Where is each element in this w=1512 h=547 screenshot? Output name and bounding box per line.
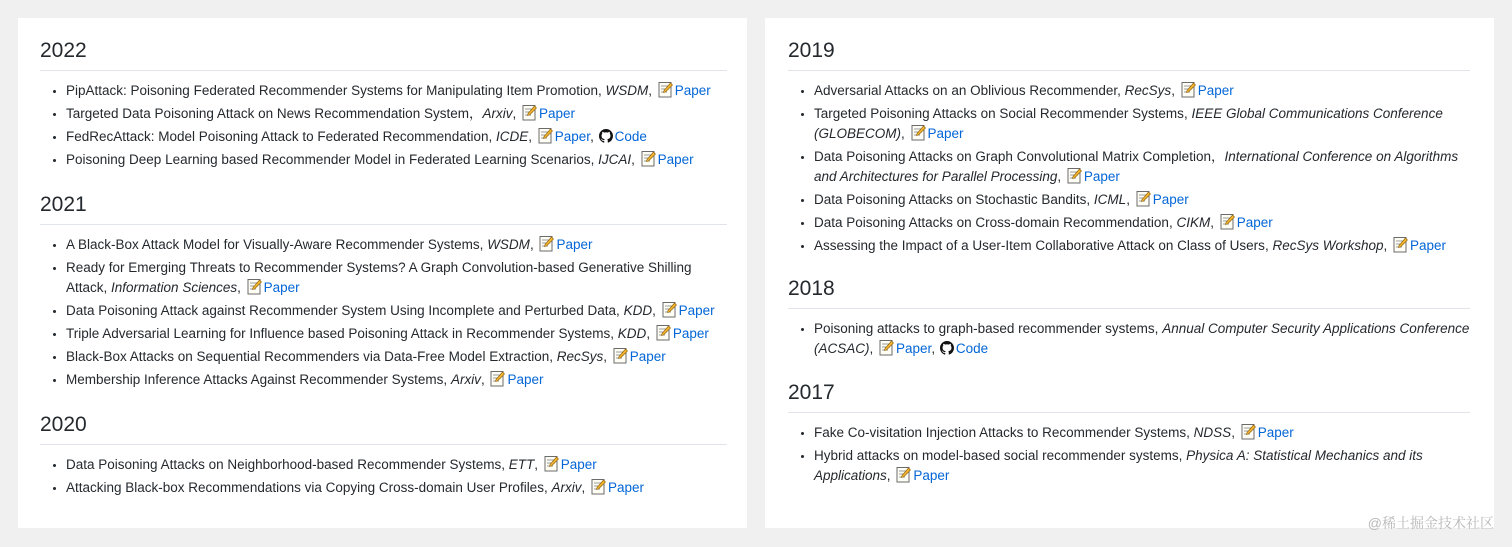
list-item: • Triple Adversarial Learning for Influence based Poisoning Attack in Recommender Systems, KDD, Paper bbox=[66, 324, 727, 344]
memo-icon bbox=[1181, 81, 1196, 98]
list-item: • Adversarial Attacks on an Oblivious Recommender, RecSys, Paper bbox=[814, 81, 1470, 101]
separator: , bbox=[501, 457, 509, 472]
year-heading: 2021 bbox=[40, 192, 727, 225]
memo-icon bbox=[538, 127, 553, 144]
venue-name: ETT bbox=[508, 457, 535, 472]
paper-title: Fake Co-visitation Injection Attacks to Recommender Systems bbox=[814, 425, 1187, 440]
code-link[interactable] bbox=[939, 341, 988, 356]
link-label: Paper bbox=[1410, 238, 1447, 253]
memo-icon bbox=[544, 455, 559, 472]
list-item: • Data Poisoning Attack against Recommender System Using Incomplete and Perturbed Data, KDD, Paper bbox=[66, 301, 727, 321]
venue-name: IEEE Global Communications Conference (GLOBECOM) bbox=[814, 106, 1443, 141]
link-label: Paper bbox=[678, 303, 715, 318]
paper-link[interactable] bbox=[1065, 169, 1120, 184]
paper-link[interactable] bbox=[536, 129, 590, 144]
separator: , bbox=[1264, 238, 1273, 253]
venue-name: WSDM bbox=[487, 237, 530, 252]
separator: , bbox=[549, 349, 557, 364]
paper-title: Targeted Poisoning Attacks on Social Recommender Systems bbox=[814, 106, 1184, 121]
list-item: • Data Poisoning Attacks on Stochastic Bandits, ICML, Paper bbox=[814, 190, 1470, 210]
list-item: • PipAttack: Poisoning Federated Recommender Systems for Manipulating Item Promotion, WSDM, Paper bbox=[66, 81, 727, 101]
year-section bbox=[788, 276, 1470, 362]
memo-icon bbox=[1067, 167, 1082, 184]
link-label: Paper bbox=[263, 280, 300, 295]
venue-name: RecSys Workshop bbox=[1272, 238, 1384, 253]
paper-link[interactable] bbox=[909, 126, 964, 141]
paper-link[interactable] bbox=[877, 341, 931, 356]
separator: , bbox=[1178, 448, 1187, 463]
paper-link[interactable] bbox=[660, 303, 715, 318]
paper-link[interactable] bbox=[656, 83, 711, 98]
separator: , bbox=[443, 372, 451, 387]
venue-name: Arxiv bbox=[551, 480, 582, 495]
list-item: • Data Poisoning Attacks on Neighborhood-based Recommender Systems, ETT, Paper bbox=[66, 455, 727, 475]
memo-icon bbox=[1241, 423, 1256, 440]
list-item: • Assessing the Impact of a User-Item Collaborative Attack on Class of Users, RecSys Workshop, Paper bbox=[814, 236, 1470, 256]
venue-name: Annual Computer Security Applications Conference (ACSAC) bbox=[814, 321, 1470, 356]
separator: , bbox=[103, 280, 112, 295]
list-item: • Ready for Emerging Threats to Recommender Systems? A Graph Convolution-based Generative Shilling Attack, Information Sciences, Paper bbox=[66, 258, 727, 298]
link-label: Code bbox=[614, 129, 647, 144]
link-label: Paper bbox=[1257, 425, 1294, 440]
memo-icon bbox=[490, 370, 505, 387]
link-label: Paper bbox=[896, 341, 932, 356]
link-label: Paper bbox=[507, 372, 544, 387]
paper-link[interactable] bbox=[1218, 215, 1273, 230]
venue-name: KDD bbox=[617, 326, 647, 341]
paper-link[interactable] bbox=[1391, 238, 1446, 253]
link-label: Paper bbox=[556, 237, 593, 252]
github-octocat-icon bbox=[599, 129, 613, 143]
paper-link[interactable] bbox=[1179, 83, 1234, 98]
link-label: Paper bbox=[913, 468, 950, 483]
list-item: • Poisoning attacks to graph-based recommender systems, Annual Computer Security Applications Conference (ACSAC), Paper, Code bbox=[814, 319, 1470, 359]
paper-link[interactable] bbox=[245, 280, 300, 295]
paper-title: A Black-Box Attack Model for Visually-Aware Recommender Systems bbox=[66, 237, 480, 252]
paper-link[interactable] bbox=[520, 106, 575, 121]
venue-name: Arxiv bbox=[450, 372, 481, 387]
list-item: • Targeted Data Poisoning Attack on News Recommendation System，Arxiv, Paper bbox=[66, 104, 727, 124]
watermark: @稀土掘金技术社区 bbox=[1367, 515, 1494, 531]
paper-link[interactable] bbox=[542, 457, 597, 472]
link-label: Paper bbox=[560, 457, 597, 472]
paper-title: Data Poisoning Attacks on Graph Convolutional Matrix Completion bbox=[814, 149, 1211, 164]
year-heading: 2018 bbox=[788, 276, 1470, 309]
list-item: • Membership Inference Attacks Against Recommender Systems, Arxiv, Paper bbox=[66, 370, 727, 390]
separator: , bbox=[1168, 215, 1177, 230]
list-item: • Data Poisoning Attacks on Cross-domain Recommendation, CIKM, Paper bbox=[814, 213, 1470, 233]
list-item: • Attacking Black-box Recommendations via Copying Cross-domain User Profiles, Arxiv, Paper bbox=[66, 478, 727, 498]
memo-icon bbox=[613, 347, 628, 364]
link-label: Paper bbox=[674, 83, 711, 98]
paper-list bbox=[40, 81, 727, 170]
memo-icon bbox=[911, 124, 926, 141]
link-label: Paper bbox=[1083, 169, 1120, 184]
venue-name: Arxiv bbox=[482, 106, 513, 121]
separator: , bbox=[1154, 321, 1163, 336]
paper-title: Data Poisoning Attacks on Neighborhood-based Recommender Systems bbox=[66, 457, 502, 472]
year-heading: 2017 bbox=[788, 380, 1470, 413]
venue-name: CIKM bbox=[1176, 215, 1211, 230]
memo-icon bbox=[591, 478, 606, 495]
list-item: • FedRecAttack: Model Poisoning Attack to Federated Recommendation, ICDE, Paper, Code bbox=[66, 127, 727, 147]
paper-title: Triple Adversarial Learning for Influence based Poisoning Attack in Recommender Systems bbox=[66, 326, 611, 341]
venue-name: WSDM bbox=[605, 83, 649, 98]
memo-icon bbox=[896, 466, 911, 483]
paper-list bbox=[788, 81, 1470, 256]
venue-name: KDD bbox=[623, 303, 653, 318]
list-item: • Targeted Poisoning Attacks on Social Recommender Systems, IEEE Global Communications Conference (GLOBECOM), Paper bbox=[814, 104, 1470, 144]
paper-link[interactable] bbox=[654, 326, 709, 341]
venue-name: Information Sciences bbox=[111, 280, 238, 295]
memo-icon bbox=[641, 150, 656, 167]
paper-title: Data Poisoning Attack against Recommender System Using Incomplete and Perturbed Data bbox=[66, 303, 617, 318]
link-label: Paper bbox=[629, 349, 666, 364]
paper-list bbox=[40, 235, 727, 390]
right-panel bbox=[765, 18, 1494, 528]
paper-title: PipAttack: Poisoning Federated Recommender Systems for Manipulating Item Promotion bbox=[66, 83, 598, 98]
paper-title: Poisoning attacks to graph-based recommender systems bbox=[814, 321, 1155, 336]
separator: , bbox=[488, 129, 496, 144]
venue-name: International Conference on Algorithms and Architectures for Parallel Processing bbox=[814, 149, 1459, 184]
year-heading: 2022 bbox=[40, 38, 727, 71]
year-heading: 2020 bbox=[40, 412, 727, 445]
memo-icon bbox=[662, 301, 677, 318]
memo-icon bbox=[658, 81, 673, 98]
paper-link[interactable] bbox=[611, 349, 666, 364]
separator: ， bbox=[468, 106, 483, 121]
separator: , bbox=[590, 152, 599, 167]
paper-link[interactable] bbox=[639, 152, 694, 167]
separator: , bbox=[1086, 192, 1094, 207]
paper-link[interactable] bbox=[1134, 192, 1189, 207]
link-label: Paper bbox=[1152, 192, 1189, 207]
venue-name: ICML bbox=[1093, 192, 1127, 207]
link-label: Paper bbox=[672, 326, 709, 341]
github-octocat-icon bbox=[940, 341, 954, 355]
paper-title: Membership Inference Attacks Against Recommender Systems bbox=[66, 372, 444, 387]
paper-title: Attacking Black-box Recommendations via Copying Cross-domain User Profiles bbox=[66, 480, 544, 495]
memo-icon bbox=[247, 278, 262, 295]
separator: , bbox=[479, 237, 488, 252]
paper-title: Data Poisoning Attacks on Cross-domain Recommendation bbox=[814, 215, 1169, 230]
paper-title: Assessing the Impact of a User-Item Collaborative Attack on Class of Users bbox=[814, 238, 1265, 253]
memo-icon bbox=[1136, 190, 1151, 207]
paper-title: FedRecAttack: Model Poisoning Attack to Federated Recommendation bbox=[66, 129, 489, 144]
year-section bbox=[40, 38, 727, 173]
memo-icon bbox=[539, 235, 554, 252]
list-item: • A Black-Box Attack Model for Visually-Aware Recommender Systems, WSDM, Paper bbox=[66, 235, 727, 255]
separator: , bbox=[616, 303, 624, 318]
paper-title: Data Poisoning Attacks on Stochastic Bandits bbox=[814, 192, 1087, 207]
separator: ， bbox=[1210, 149, 1225, 164]
paper-list bbox=[788, 423, 1470, 486]
separator: , bbox=[1183, 106, 1192, 121]
year-heading: 2019 bbox=[788, 38, 1470, 71]
paper-title: Black-Box Attacks on Sequential Recommenders via Data-Free Model Extraction bbox=[66, 349, 550, 364]
paper-link[interactable] bbox=[894, 468, 949, 483]
year-section bbox=[788, 380, 1470, 489]
paper-title: Adversarial Attacks on an Oblivious Recommender bbox=[814, 83, 1118, 98]
list-item: • Fake Co-visitation Injection Attacks to Recommender Systems, NDSS, Paper bbox=[814, 423, 1470, 443]
paper-title: Ready for Emerging Threats to Recommender Systems? A Graph Convolution-based Generative Shilling Attack bbox=[66, 260, 692, 295]
venue-name: ICDE bbox=[496, 129, 529, 144]
link-label: Paper bbox=[657, 152, 694, 167]
venue-name: RecSys bbox=[556, 349, 604, 364]
paper-link[interactable] bbox=[488, 372, 543, 387]
venue-name: Physica A: Statistical Mechanics and its Applications bbox=[814, 448, 1423, 483]
memo-icon bbox=[522, 104, 537, 121]
link-label: Paper bbox=[1197, 83, 1234, 98]
paper-title: Targeted Data Poisoning Attack on News Recommendation System bbox=[66, 106, 469, 121]
memo-icon bbox=[1393, 236, 1408, 253]
list-item: • Hybrid attacks on model-based social recommender systems, Physica A: Statistical Mechanics and its Applications, Paper bbox=[814, 446, 1470, 486]
link-label: Paper bbox=[607, 480, 645, 495]
venue-name: RecSys bbox=[1124, 83, 1172, 98]
paper-list bbox=[788, 319, 1470, 359]
paper-link[interactable] bbox=[537, 237, 592, 252]
year-section bbox=[40, 192, 727, 393]
code-link[interactable] bbox=[598, 129, 647, 144]
paper-title: Poisoning Deep Learning based Recommender Model in Federated Learning Scenarios bbox=[66, 152, 591, 167]
year-section bbox=[40, 412, 727, 501]
separator: , bbox=[598, 83, 606, 98]
list-item: • Data Poisoning Attacks on Graph Convolutional Matrix Completion，International Conference on Algorithms and Architectures for Parallel Processing, Paper bbox=[814, 147, 1470, 187]
list-item: • Black-Box Attacks on Sequential Recommenders via Data-Free Model Extraction, RecSys, Paper bbox=[66, 347, 727, 367]
memo-icon bbox=[656, 324, 671, 341]
separator: , bbox=[543, 480, 552, 495]
venue-name: IJCAI bbox=[598, 152, 632, 167]
separator: , bbox=[1186, 425, 1194, 440]
separator: , bbox=[610, 326, 618, 341]
memo-icon bbox=[879, 339, 894, 356]
link-label: Paper bbox=[1236, 215, 1273, 230]
year-section bbox=[788, 38, 1470, 259]
venue-name: NDSS bbox=[1193, 425, 1232, 440]
memo-icon bbox=[1220, 213, 1235, 230]
paper-link[interactable] bbox=[589, 480, 644, 495]
link-label: Paper bbox=[538, 106, 576, 121]
paper-title: Hybrid attacks on model-based social recommender systems bbox=[814, 448, 1179, 463]
separator: , bbox=[1117, 83, 1125, 98]
paper-list bbox=[40, 455, 727, 498]
link-label: Code bbox=[955, 341, 989, 356]
link-label: Paper bbox=[927, 126, 964, 141]
link-label: Paper bbox=[554, 129, 591, 144]
left-panel bbox=[18, 18, 747, 528]
list-item: • Poisoning Deep Learning based Recommender Model in Federated Learning Scenarios, IJCAI, Paper bbox=[66, 150, 727, 170]
paper-link[interactable] bbox=[1239, 425, 1294, 440]
